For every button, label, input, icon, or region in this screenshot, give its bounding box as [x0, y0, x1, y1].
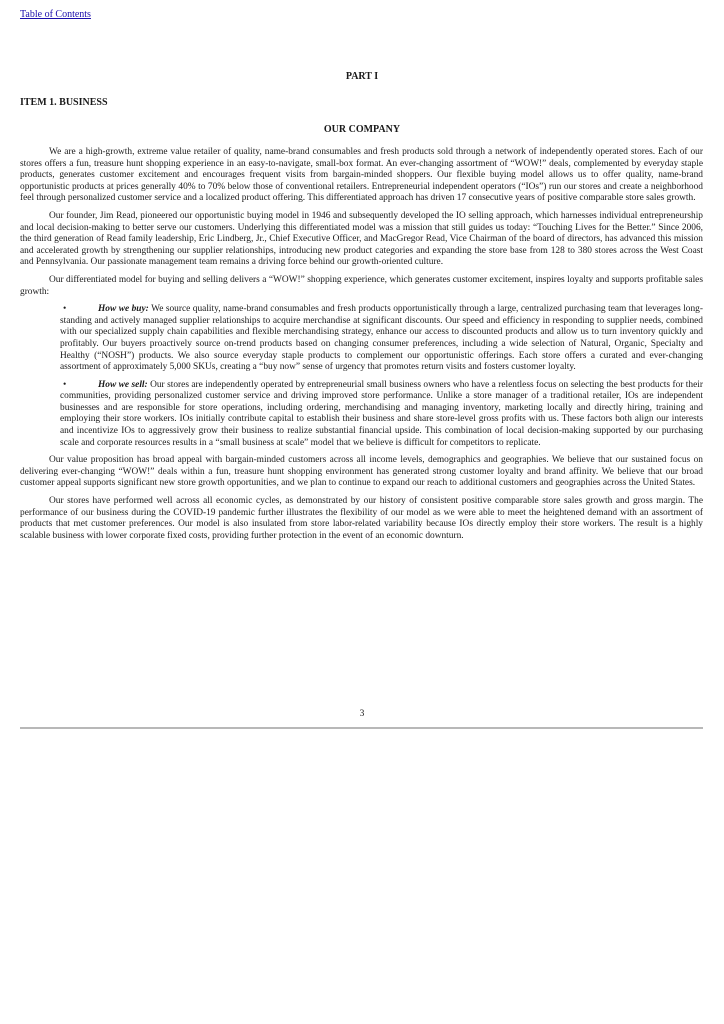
section-heading: OUR COMPANY [323, 124, 401, 135]
paragraph-founder: Our founder, Jim Read, pioneered our opportunistic buying model in 1946 and subsequently developed the IO selling approach, which harnesses individual entrepreneurship and local decision-making to better serve our customers. Underlying this differentiated model was a mission that still guides us today: “Touching Lives for the Better.” Since 2006, the third generation of Read family leadership, Eric Lindberg, Jr., Chief Executive Officer, and MacGregor Read, Vice Chairman of the board of directors, has advanced this mission and accelerated growth by strengthening our supplier relationships, introducing new product categories and expanding the store base from 128 to 380 stores across the West Coast and Pennsylvania. Our passionate management team remains a driving force behind our growth-oriented culture. [20, 210, 703, 268]
bullet-marker: • [63, 379, 67, 390]
paragraph-intro: We are a high-growth, extreme value retailer of quality, name-brand consumables and fresh products sold through a network of independently operated stores. Each of our stores offers a fun, treasure hunt shopping experience in an easy-to-navigate, small-box format. An ever-changing assortment of “WOW!” deals, complemented by everyday staple products, generates customer excitement and encourages frequent visits from bargain-minded shoppers. Our flexible buying model allows us to offer quality, name-brand opportunistic products at prices generally 40% to 70% below those of conventional retailers. Entrepreneurial independent operators (“IOs”) run our stores and create a neighborhood feel through personalized customer service and a localized product offering. This differentiated approach has driven 17 consecutive years of positive comparable store sales growth. [20, 147, 703, 204]
bullet-text: Our stores are independently operated by entrepreneurial small business owners who have a relentless focus on selecting the best products for their communities, providing personalized customer service and driving improved store performance. Unlike a store manager of a traditional retailer, IOs are independent businesses and are responsible for store operations, including ordering, merchandising and managing inventory, marketing locally and directly hiring, training and employing their store workers. IOs initially contribute capital to establish their business and share store-level gross profits with us. These factors both align our interests and incentivize IOs to aggressively grow their business to realize substantial financial upside. This combination of local decision-making supported by our purchasing scale and corporate resources results in a “small business at scale” model that we believe is difficult for competitors to replicate. [60, 379, 703, 448]
bullet-lead: How we sell: [98, 379, 148, 390]
bullet-text: We source quality, name-brand consumables and fresh products opportunistically through a large, centralized purchasing team that leverages long-standing and actively managed supplier relationships to acquire merchandise at significant discounts. Our speed and efficiency in responding to supplier needs, combined with our specialized supply chain capabilities and flexible merchandising strategy, enhance our access to discounted products and allow us to turn inventory quickly and profitably. Our buyers proactively source on-trend products based on changing consumer preferences, including a wide selection of Natural, Organic, Specialty and Healthy (“NOSH”) products. We also source everyday staple products to complement our opportunistic offerings. Each store offers a curated and ever-changing assortment of approximately 5,000 SKUs, creating a “buy now” sense of urgency that promotes return visits and fosters customer loyalty. [60, 304, 703, 373]
bullet-how-we-buy [60, 304, 703, 374]
body-text [20, 147, 703, 548]
table-of-contents-link[interactable]: Table of Contents [20, 9, 91, 20]
paragraph-model: Our differentiated model for buying and selling delivers a “WOW!” shopping experience, which generates customer excitement, inspires loyalty and supports profitable sales growth: [20, 274, 703, 297]
paragraph-value-proposition: Our value proposition has broad appeal with bargain-minded customers across all income levels, demographics and geographies. We believe that our sustained focus on delivering ever-changing “WOW!” deals within a fun, treasure hunt shopping environment has generated strong customer loyalty and brand affinity. We believe that our broad customer appeal supports significant new store growth opportunities, and we plan to continue to expand our reach to additional customers and geographies across the United States. [20, 455, 703, 489]
bullet-lead: How we buy: [98, 304, 149, 315]
part-heading: PART I [345, 71, 379, 82]
bullet-body [60, 380, 703, 450]
paragraph-performance: Our stores have performed well across all economic cycles, as demonstrated by our history of consistent positive comparable store sales growth and gross margin. The performance of our business during the COVID-19 pandemic further illustrates the flexibility of our model as we were able to meet the heightened demand with an assortment of products that met customer preferences. Our model is also insulated from store labor-related variability because IOs directly employ their store workers. The result is a highly scalable business with lower corporate fixed costs, providing further protection in the event of an economic downturn. [20, 496, 703, 541]
bullet-how-we-sell [60, 380, 703, 450]
bullet-body [60, 304, 703, 374]
bullet-marker: • [63, 304, 67, 315]
page-divider [20, 727, 703, 729]
item-heading: ITEM 1. BUSINESS [20, 97, 108, 108]
page-number: 3 [359, 709, 365, 719]
